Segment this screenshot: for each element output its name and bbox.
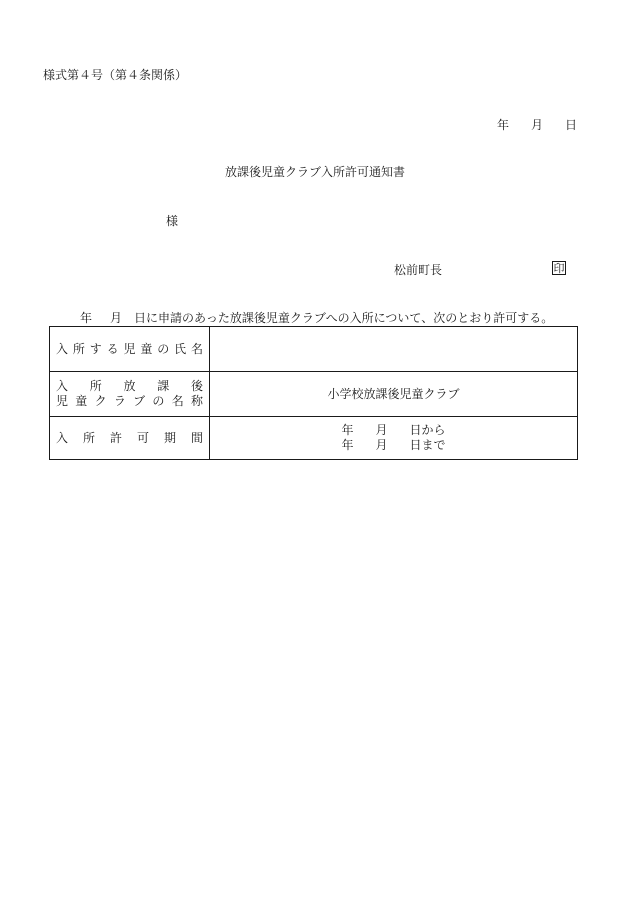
period-end: 年 月 日まで <box>341 438 446 452</box>
date-line <box>497 118 577 132</box>
issuer-name: 松前町長 <box>394 263 443 277</box>
club-name-label: 入所放課後 児童クラブの名称 <box>50 372 210 417</box>
recipient-honorific: 様 <box>166 214 179 228</box>
period-start: 年 月 日から <box>341 423 446 437</box>
table-row <box>50 327 578 372</box>
permission-info-table <box>49 326 578 460</box>
child-name-value[interactable] <box>210 327 578 372</box>
permission-period <box>341 423 445 453</box>
body-text: 日に申請のあった放課後児童クラブへの入所について、次のとおり許可する。 <box>134 311 554 325</box>
permission-period-value[interactable] <box>210 417 578 460</box>
body-year-label: 年 <box>80 311 93 325</box>
seal-mark: 印 <box>553 262 565 275</box>
body-month-label: 月 <box>110 311 123 325</box>
club-name-value[interactable]: 小学校放課後児童クラブ <box>210 372 578 417</box>
permission-period-label: 入所許可期間 <box>50 417 210 460</box>
body-sentence <box>80 311 553 325</box>
date-month-label: 月 <box>530 118 543 132</box>
date-year-label: 年 <box>496 118 509 132</box>
document-title: 放課後児童クラブ入所許可通知書 <box>224 165 405 179</box>
table-row <box>50 417 578 460</box>
date-day-label: 日 <box>564 118 577 132</box>
form-number: 様式第４号（第４条関係） <box>43 68 188 82</box>
child-name-label: 入所する児童の氏名 <box>50 327 210 372</box>
table-row <box>50 372 578 417</box>
